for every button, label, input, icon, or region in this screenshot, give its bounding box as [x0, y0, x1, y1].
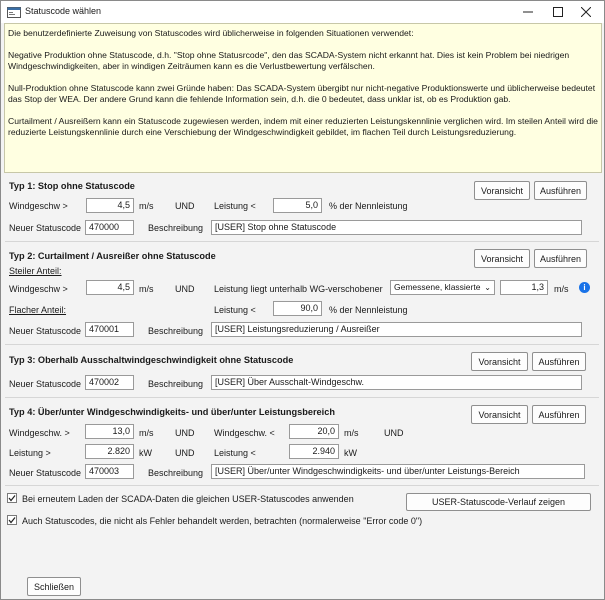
checkmark-icon — [8, 494, 16, 502]
and-label: UND — [175, 428, 195, 438]
reload-label: Bei erneutem Laden der SCADA-Daten die gleichen USER-Statuscodes anwenden — [22, 494, 354, 504]
typ4-code-label: Neuer Statuscode — [9, 468, 82, 478]
and-label: UND — [175, 201, 195, 211]
typ2-desc-label: Beschreibung — [148, 326, 204, 336]
typ4-power-gt-input[interactable]: 2.820 — [85, 444, 134, 459]
typ2-curve-select[interactable] — [390, 280, 495, 295]
minimize-icon — [523, 7, 533, 17]
typ2-power-below-label: Leistung liegt unterhalb WG-verschobener — [214, 284, 383, 294]
typ2-code-input[interactable]: 470001 — [85, 322, 134, 337]
unit-ms: m/s — [344, 428, 359, 438]
maximize-icon — [553, 7, 563, 17]
unit-ms: m/s — [139, 428, 154, 438]
info-paragraph: Curtailment / Ausreißern kann ein Statuscode zugewiesen werden, indem mit einer reduzierten Leistungskennlinie verglichen wird. Im steilen Anteil wird die reduzierte Leistungskennlinie durch eine Verschiebung der Windgeschwindigkeit gebildet, im flachen Teil durch Leistungsreduzierung. — [8, 116, 598, 137]
typ3-preview-button[interactable]: Voransicht — [471, 352, 528, 371]
typ3-code-label: Neuer Statuscode — [9, 379, 82, 389]
typ1-code-input[interactable]: 470000 — [85, 220, 134, 235]
typ1-desc-label: Beschreibung — [148, 223, 204, 233]
history-button[interactable]: USER-Statuscode-Verlauf zeigen — [406, 493, 591, 511]
typ4-code-input[interactable]: 470003 — [85, 464, 134, 479]
typ1-preview-button[interactable]: Voransicht — [474, 181, 530, 200]
unit-kw: kW — [139, 448, 152, 458]
separator — [5, 344, 599, 345]
typ1-wind-label: Windgeschw > — [9, 201, 68, 211]
also-label: Auch Statuscodes, die nicht als Fehler behandelt werden, betrachten (normalerweise "Error code 0") — [22, 516, 423, 526]
typ1-code-label: Neuer Statuscode — [9, 223, 82, 233]
typ4-power-lt-input[interactable]: 2.940 — [289, 444, 339, 459]
unit-ms: m/s — [139, 201, 154, 211]
typ2-execute-button[interactable]: Ausführen — [534, 249, 587, 268]
separator — [5, 241, 599, 242]
typ1-title: Typ 1: Stop ohne Statuscode — [9, 181, 135, 191]
unit-ms: m/s — [554, 284, 569, 294]
typ4-power-lt-label: Leistung < — [214, 448, 256, 458]
typ4-desc-label: Beschreibung — [148, 468, 204, 478]
typ1-power-input[interactable]: 5,0 — [273, 198, 322, 213]
title-bar — [1, 1, 604, 23]
typ4-wind-gt-label: Windgeschw. > — [9, 428, 70, 438]
typ4-title: Typ 4: Über/unter Windgeschwindigkeits- und über/unter Leistungsbereich — [9, 407, 335, 417]
unit-kw: kW — [344, 448, 357, 458]
typ2-power-input[interactable]: 90,0 — [273, 301, 322, 316]
and-label: UND — [175, 284, 195, 294]
typ2-wind-label: Windgeschw > — [9, 284, 68, 294]
typ4-execute-button[interactable]: Ausführen — [532, 405, 586, 424]
and-label: UND — [175, 448, 195, 458]
typ2-title: Typ 2: Curtailment / Ausreißer ohne Statuscode — [9, 251, 216, 261]
typ4-wind-gt-input[interactable]: 13,0 — [85, 424, 134, 439]
typ2-flat-label: Flacher Anteil: — [9, 305, 67, 315]
also-checkbox[interactable] — [7, 515, 17, 525]
reload-checkbox[interactable] — [7, 493, 17, 503]
typ4-preview-button[interactable]: Voransicht — [471, 405, 528, 424]
close-window-button[interactable] — [567, 1, 605, 23]
typ4-wind-lt-label: Windgeschw. < — [214, 428, 275, 438]
separator — [5, 397, 599, 398]
typ4-power-gt-label: Leistung > — [9, 448, 51, 458]
app-icon — [7, 6, 21, 18]
typ3-desc-input[interactable]: [USER] Über Ausschalt-Windgeschw. — [211, 375, 582, 390]
typ2-wind-input[interactable]: 4,5 — [86, 280, 134, 295]
and-label: UND — [384, 428, 404, 438]
typ3-title: Typ 3: Oberhalb Ausschaltwindgeschwindigkeit ohne Statuscode — [9, 355, 294, 365]
typ1-power-unit: % der Nennleistung — [329, 201, 408, 211]
typ4-desc-input[interactable]: [USER] Über/unter Windgeschwindigkeits- und über/unter Leistungs-Bereich — [211, 464, 585, 479]
typ1-wind-input[interactable]: 4,5 — [86, 198, 134, 213]
window-title: Statuscode wählen — [25, 6, 102, 16]
separator — [5, 485, 599, 486]
info-icon[interactable]: i — [579, 282, 590, 293]
typ1-desc-input[interactable]: [USER] Stop ohne Statuscode — [211, 220, 582, 235]
checkmark-icon — [8, 516, 16, 524]
unit-ms: m/s — [139, 284, 154, 294]
typ2-power-label: Leistung < — [214, 305, 256, 315]
typ4-wind-lt-input[interactable]: 20,0 — [289, 424, 339, 439]
typ1-execute-button[interactable]: Ausführen — [534, 181, 587, 200]
chevron-down-icon: ⌄ — [484, 283, 491, 292]
typ2-power-unit: % der Nennleistung — [329, 305, 408, 315]
typ1-power-label: Leistung < — [214, 201, 256, 211]
typ2-desc-input[interactable]: [USER] Leistungsreduzierung / Ausreißer — [211, 322, 582, 337]
info-paragraph: Die benutzerdefinierte Zuweisung von Statuscodes wird üblicherweise in folgenden Situationen verwendet: — [8, 28, 414, 38]
typ3-code-input[interactable]: 470002 — [85, 375, 134, 390]
typ2-code-label: Neuer Statuscode — [9, 326, 82, 336]
typ2-curve-select-value: Gemessene, klassierte — [394, 282, 481, 292]
typ2-preview-button[interactable]: Voransicht — [474, 249, 530, 268]
close-icon — [581, 7, 591, 17]
typ3-desc-label: Beschreibung — [148, 379, 204, 389]
info-paragraph: Null-Produktion ohne Statuscode kann zwei Gründe haben: Das SCADA-System übergibt nur nicht-negative Produktionswerte und üblicherweise bedeutet das Stop der WEA. Der andere Grund kann die fehlende Information sein, d.h. die 0 bedeutet, dass unklar ist, ob es Produktion gab. — [8, 83, 596, 104]
close-button[interactable]: Schließen — [27, 577, 81, 596]
info-box — [4, 23, 602, 173]
typ2-steep-label: Steiler Anteil: — [9, 266, 62, 276]
info-paragraph: Negative Produktion ohne Statuscode, d.h. "Stop ohne Statusrcode", den das SCADA-System nicht erkannt hat. Dies ist kein Problem bei niedrigen Windgeschwindigkeiten, aber in windigen Zeiträumen kann es die Verlustbewertung verfälschen. — [8, 50, 570, 71]
typ3-execute-button[interactable]: Ausführen — [532, 352, 586, 371]
typ2-shift-input[interactable]: 1,3 — [500, 280, 548, 295]
